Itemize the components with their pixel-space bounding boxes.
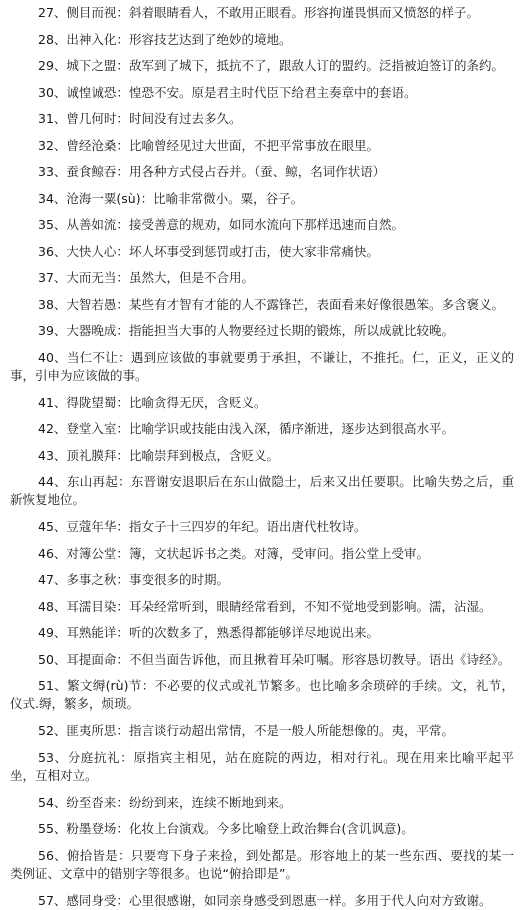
- separator: ：: [116, 651, 129, 667]
- idiom-definition: 簿，文状起诉书之类。对簿，受审问。指公堂上受审。: [128, 545, 429, 561]
- idiom-definition: 指言谈行动超出常情，不是一般人所能想像的。夷，平常。: [128, 723, 454, 738]
- idiom-entry: [10, 84, 514, 102]
- idiom-entry: [10, 820, 514, 838]
- idiom-term: 曾几何时: [66, 111, 117, 126]
- entry-number: 50、: [38, 651, 67, 667]
- idiom-term: 大快人心: [66, 243, 117, 259]
- idiom-term: 耳熟能详: [66, 625, 117, 640]
- entry-number: 51、: [38, 678, 68, 693]
- idiom-term: 多事之秋: [66, 572, 117, 587]
- idiom-entry: [10, 545, 514, 563]
- idiom-definition: 敌军到了城下，抵抗不了，跟敌人订的盟约。泛指被迫签订的条约。: [128, 58, 504, 73]
- separator: ：: [116, 137, 129, 153]
- idiom-entry: [10, 722, 514, 740]
- idiom-entry: [10, 571, 514, 589]
- idiom-entry: [10, 794, 514, 812]
- idiom-term: 分庭抗礼: [67, 749, 121, 765]
- separator: ：: [116, 598, 129, 614]
- separator: ：: [116, 5, 129, 20]
- idiom-definition: 用各种方式侵占吞并。（蚕、鲸，名词作状语）: [128, 164, 386, 179]
- entry-number: 57、: [38, 892, 67, 908]
- idiom-entry: [10, 473, 514, 509]
- separator: ：: [116, 243, 129, 259]
- separator: ：: [120, 749, 134, 765]
- idiom-entry: [10, 447, 514, 465]
- separator: ：: [116, 31, 129, 47]
- idiom-term: 诚惶诚恐: [66, 84, 117, 100]
- entry-number: 55、: [38, 821, 67, 836]
- idiom-entry: [10, 4, 514, 22]
- idiom-entry: [10, 163, 514, 181]
- idiom-definition: 形容技艺达到了绝妙的境地。: [128, 31, 292, 47]
- entry-number: 54、: [38, 794, 67, 810]
- idiom-term: 东山再起: [66, 474, 119, 489]
- idiom-term: 对簿公堂: [66, 545, 117, 561]
- idiom-definition: 指能担当大事的人物要经过长期的锻炼，所以成就比较晚。: [128, 323, 454, 338]
- entry-number: 49、: [38, 625, 67, 640]
- idiom-definition: 比喻曾经见过大世面，不把平常事放在眼里。: [128, 137, 379, 153]
- entry-number: 35、: [38, 217, 67, 232]
- idiom-term: 大器晚成: [66, 323, 117, 338]
- separator: ：: [116, 58, 129, 73]
- idiom-term: 出神入化: [66, 31, 117, 47]
- entry-number: 56、: [38, 847, 67, 863]
- idiom-definition: 某些有才智有才能的人不露锋芒，表面看来好像很愚笨。多含褒义。: [128, 296, 504, 312]
- idiom-entry: [10, 31, 514, 49]
- entry-number: 37、: [38, 270, 67, 285]
- idiom-definition: 化妆上台演戏。今多比喻登上政治舞台(含讥讽意)。: [128, 821, 414, 836]
- idiom-term: 城下之盟: [66, 58, 117, 73]
- entry-number: 31、: [38, 111, 67, 126]
- idiom-entry: [10, 651, 514, 669]
- idiom-entry: [10, 216, 514, 234]
- idiom-definition: 只要弯下身子来捡，到处都是。形容地上的某一些东西、要找的某一类例证、文章中的错别字等很多。也说“俯拾即是”。: [10, 847, 514, 881]
- idiom-term: 蚕食鲸吞: [66, 164, 117, 179]
- idiom-term: 得陇望蜀: [66, 394, 117, 410]
- separator: ：: [116, 164, 129, 179]
- idiom-term: 俯拾皆是: [66, 847, 119, 863]
- idiom-term: 沧海一粟(sù): [66, 190, 141, 206]
- idiom-entry: [10, 57, 514, 75]
- entry-number: 39、: [38, 323, 67, 338]
- idiom-definition: 纷纷到来，连续不断地到来。: [128, 794, 292, 810]
- separator: ：: [116, 296, 129, 312]
- separator: ：: [116, 323, 129, 338]
- idiom-entry: [10, 420, 514, 438]
- entry-number: 52、: [38, 723, 67, 738]
- entry-number: 41、: [38, 394, 67, 410]
- idiom-definition: 遇到应该做的事就要勇于承担，不谦让，不推托。仁，正义，正义的事，引申为应该做的事。: [10, 349, 514, 383]
- idiom-definition: 坏人坏事受到惩罚或打击，使大家非常痛快。: [128, 243, 379, 259]
- entry-number: 45、: [38, 519, 67, 534]
- idiom-entry: [10, 518, 514, 536]
- separator: ：: [116, 723, 129, 738]
- idiom-entry: [10, 190, 514, 208]
- idiom-term: 侧目而视: [66, 5, 117, 20]
- idiom-term: 当仁不让: [66, 349, 119, 365]
- separator: ：: [116, 447, 129, 463]
- separator: ：: [118, 349, 131, 365]
- entry-number: 38、: [38, 296, 67, 312]
- idiom-entry: [10, 847, 514, 883]
- separator: ：: [116, 394, 129, 410]
- entry-number: 43、: [38, 447, 67, 463]
- idiom-definition: 原指宾主相见，站在庭院的两边，相对行礼。现在用来比喻平起平坐，互相对立。: [10, 749, 514, 783]
- idiom-term: 豆蔻年华: [66, 519, 117, 534]
- separator: ：: [116, 84, 129, 100]
- idiom-definition: 比喻学识或技能由浅入深，循序渐进，逐步达到很高水平。: [128, 421, 454, 436]
- separator: ：: [116, 794, 129, 810]
- entry-number: 27、: [38, 5, 67, 20]
- entry-number: 40、: [38, 349, 67, 365]
- entry-number: 28、: [38, 31, 67, 47]
- idiom-definition: 听的次数多了，熟悉得都能够详尽地说出来。: [128, 625, 379, 640]
- separator: ：: [140, 190, 154, 206]
- idiom-definition: 比喻贪得无厌，含贬义。: [128, 394, 267, 410]
- idiom-term: 耳濡目染: [66, 598, 117, 614]
- idiom-term: 匪夷所思: [66, 723, 117, 738]
- idiom-definition: 不但当面告诉他，而且揪着耳朵叮嘱。形容恳切教导。语出《诗经》。: [128, 651, 511, 667]
- idiom-term: 从善如流: [66, 217, 117, 232]
- idiom-definition: 时间没有过去多久。: [128, 111, 242, 126]
- idiom-entry: [10, 137, 514, 155]
- idiom-definition: 心里很感谢，如同亲身感受到恩惠一样。多用于代人向对方致谢。: [128, 892, 492, 908]
- idiom-definition: 不必要的仪式或礼节繁多。也比喻多余琐碎的手续。文，礼节，仪式.缛，繁多，烦琐。: [10, 678, 514, 711]
- idiom-definition: 比喻非常微小。粟，谷子。: [153, 190, 304, 206]
- separator: ：: [116, 892, 129, 908]
- idiom-entry: [10, 892, 514, 910]
- idiom-term: 纷至沓来: [66, 794, 117, 810]
- idiom-term: 耳提面命: [66, 651, 117, 667]
- idiom-definition: 惶恐不安。原是君主时代臣下给君主奏章中的套语。: [128, 84, 417, 100]
- separator: ：: [116, 519, 129, 534]
- idiom-definition: 虽然大，但是不合用。: [128, 270, 254, 285]
- idiom-term: 大智若愚: [66, 296, 117, 312]
- entry-number: 47、: [38, 572, 67, 587]
- idiom-entry: [10, 296, 514, 314]
- idiom-term: 登堂入室: [66, 421, 117, 436]
- idiom-entry: [10, 624, 514, 642]
- idiom-term: 曾经沧桑: [66, 137, 117, 153]
- idiom-definition: 斜着眼睛看人，不敢用正眼看。形容拘谨畏惧而又愤怒的样子。: [128, 5, 479, 20]
- entry-number: 36、: [38, 243, 67, 259]
- idiom-entry: [10, 243, 514, 261]
- separator: ：: [116, 625, 129, 640]
- idiom-term: 顶礼膜拜: [66, 447, 117, 463]
- separator: ：: [116, 217, 129, 232]
- idiom-term: 粉墨登场: [66, 821, 117, 836]
- idiom-entry: [10, 394, 514, 412]
- separator: ：: [116, 270, 129, 285]
- idiom-entry: [10, 322, 514, 340]
- entry-number: 48、: [38, 598, 67, 614]
- entry-number: 46、: [38, 545, 67, 561]
- separator: ：: [116, 421, 129, 436]
- idiom-entry: [10, 269, 514, 287]
- idiom-definition: 耳朵经常听到，眼睛经常看到，不知不觉地受到影响。濡，沾湿。: [128, 598, 492, 614]
- idiom-entry: [10, 110, 514, 128]
- separator: ：: [116, 572, 129, 587]
- entry-number: 53、: [38, 749, 68, 765]
- separator: ：: [118, 474, 131, 489]
- entry-number: 44、: [38, 474, 67, 489]
- idiom-definition: 比喻崇拜到极点，含贬义。: [128, 447, 279, 463]
- idiom-definition: 事变很多的时期。: [128, 572, 229, 587]
- idiom-entry: [10, 349, 514, 385]
- separator: ：: [116, 545, 129, 561]
- separator: ：: [116, 821, 129, 836]
- entry-number: 32、: [38, 137, 67, 153]
- idiom-entry: [10, 749, 514, 785]
- idiom-term: 感同身受: [66, 892, 117, 908]
- entry-number: 33、: [38, 164, 67, 179]
- entry-number: 34、: [38, 190, 67, 206]
- separator: ：: [118, 847, 131, 863]
- idiom-definition: 接受善意的规劝，如同水流向下那样迅速而自然。: [128, 217, 404, 232]
- entry-number: 42、: [38, 421, 67, 436]
- idiom-term: 繁文缛(rù)节: [67, 678, 142, 693]
- idiom-entry: [10, 598, 514, 616]
- entry-number: 30、: [38, 84, 67, 100]
- idiom-term: 大而无当: [66, 270, 117, 285]
- idiom-entry: [10, 677, 514, 713]
- separator: ：: [141, 678, 155, 693]
- separator: ：: [116, 111, 129, 126]
- entry-number: 29、: [38, 58, 67, 73]
- idiom-definition: 东晋谢安退职后在东山做隐士，后来又出任要职。比喻失势之后，重新恢复地位。: [10, 474, 514, 507]
- idiom-definition: 指女子十三四岁的年纪。语出唐代杜牧诗。: [128, 519, 367, 534]
